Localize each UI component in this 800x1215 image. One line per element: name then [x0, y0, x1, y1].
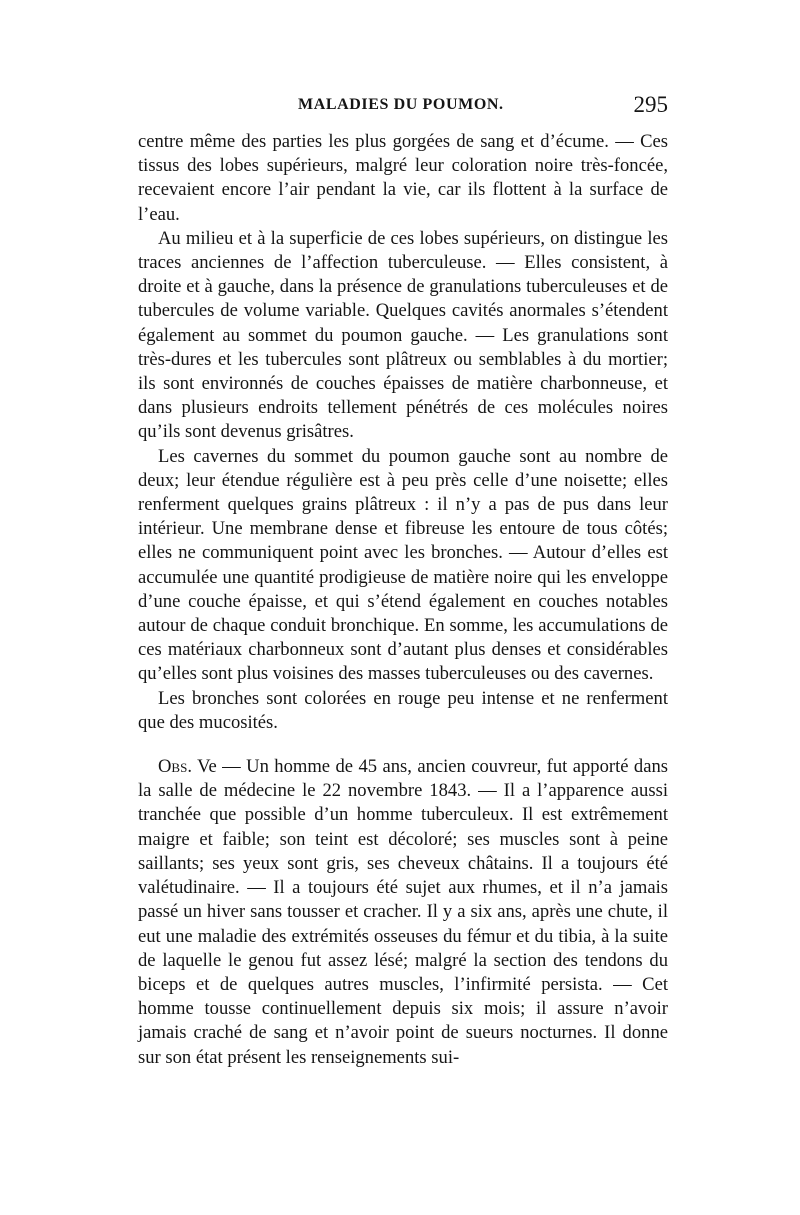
paragraph-4: Les bronches sont colorées en rouge peu intense et ne renferment que des mucosités. — [138, 687, 668, 733]
observation-label: Obs. — [158, 756, 192, 778]
running-header — [138, 92, 668, 130]
observation-text: — Un homme de 45 ans, ancien couvreur, fut apporté dans la salle de médecine le 22 novembre 1843. — Il a l’apparence aussi tranchée que possible d’un homme tuberculeux. Il est extrêmement maigre et faible; son teint est décoloré; ses muscles sont à peine saillants; ses yeux sont gris, ses cheveux châtains. Il a toujours été valétudinaire. — Il a toujours été sujet aux rhumes, et il n’a jamais passé un hiver sans tousser et cracher. Il y a six ans, après une chute, il eut une maladie des extrémités osseuses du fémur et du tibia, à la suite de laquelle le genou fut assez lésé; malgré la section des tendons du biceps et de quelques autres muscles, l’infirmité persista. — Cet homme tousse continuellement depuis six mois; il assure n’avoir jamais craché de sang et n’avoir point de sueurs nocturnes. Il donne sur son état présent les renseignements sui- — [138, 756, 668, 1068]
paragraph-2: Au milieu et à la superficie de ces lobes supérieurs, on distingue les traces anciennes de l’affection tuberculeuse. — Elles consistent, à droite et à gauche, dans la présence de granulations tuberculeuses et de tubercules de volume variable. Quelques cavités anormales s’étendent également au sommet du poumon gauche. — Les granulations sont très-dures et les tubercules sont plâtreux ou semblables à du mortier; ils sont environnés de couches épaisses de matière charbonneuse, et dans plusieurs endroits tellement pénétrés de ces molécules noires qu’ils sont devenus grisâtres. — [138, 227, 668, 443]
observation-paragraph — [138, 755, 668, 1070]
observation-number: Ve — [197, 756, 217, 778]
book-page — [138, 92, 668, 1070]
paragraph-3: Les cavernes du sommet du poumon gauche sont au nombre de deux; leur étendue régulière est à peu près celle d’une noisette; elles renferment quelques grains plâtreux : il n’y a pas de pus dans leur intérieur. Une membrane dense et fibreuse les entoure de tous côtés; elles ne communiquent point avec les bronches. — Autour d’elles est accumulée une quantité prodigieuse de matière noire qui les enveloppe d’une couche épaisse, et qui s’étend également en couches notables autour de chaque conduit bronchique. En somme, les accumulations de ces matériaux charbonneux sont d’autant plus denses et considérables qu’elles sont plus voisines des masses tuberculeuses ou des cavernes. — [138, 445, 668, 685]
chapter-title: MALADIES DU POUMON. — [298, 96, 504, 113]
section-gap — [138, 735, 668, 755]
paragraph-1: centre même des parties les plus gorgées de sang et d’écume. — Ces tissus des lobes supérieurs, malgré leur coloration noire très-foncée, recevaient encore l’air pendant la vie, car ils flottent à la surface de l’eau. — [138, 131, 668, 225]
page-number: 295 — [633, 92, 668, 117]
